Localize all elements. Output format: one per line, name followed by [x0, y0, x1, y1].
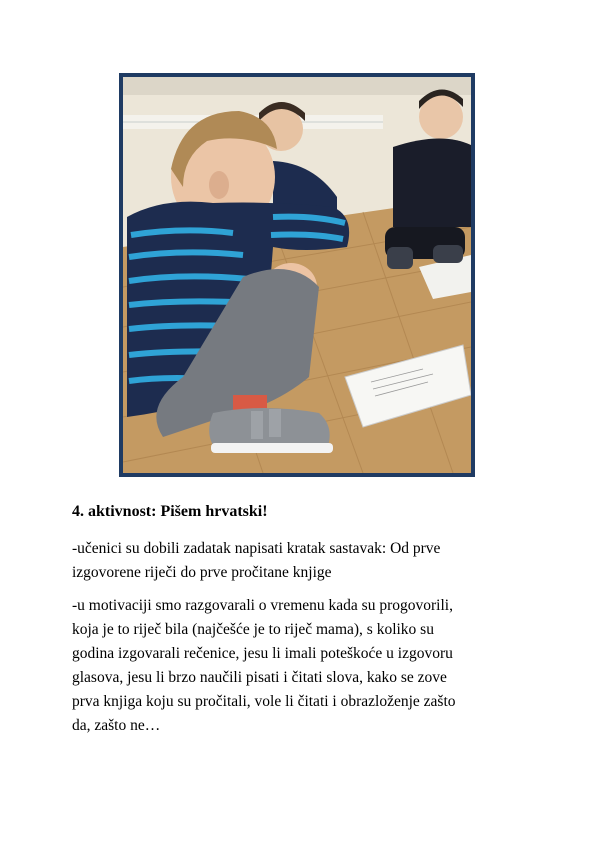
paragraph-line: godina izgovarali rečenice, jesu li imali poteškoće u izgovoru: [72, 645, 453, 662]
paragraph-line: -učenici su dobili zadatak napisati kratak sastavak: Od prve: [72, 540, 441, 557]
paragraph-line: -u motivaciji smo razgovarali o vremenu kada su progovorili,: [72, 597, 453, 614]
paragraph-task: [72, 537, 542, 585]
paragraph-line: prva knjiga koju su pročitali, vole li čitati i obrazloženje zašto: [72, 693, 456, 710]
photo-illustration: [123, 77, 471, 473]
paragraph-line: da, zašto ne…: [72, 717, 161, 734]
paragraph-line: koja je to riječ bila (najčešće je to riječ mama), s koliko su: [72, 621, 434, 638]
paragraph-line: glasova, jesu li brzo naučili pisati i čitati slova, kako se zove: [72, 669, 447, 686]
paragraph-motivation: [72, 594, 542, 738]
activity-heading: 4. aktivnost: Pišem hrvatski!: [72, 503, 268, 520]
classroom-photo: [119, 73, 475, 477]
paragraph-line: izgovorene riječi do prve pročitane knjige: [72, 564, 332, 581]
